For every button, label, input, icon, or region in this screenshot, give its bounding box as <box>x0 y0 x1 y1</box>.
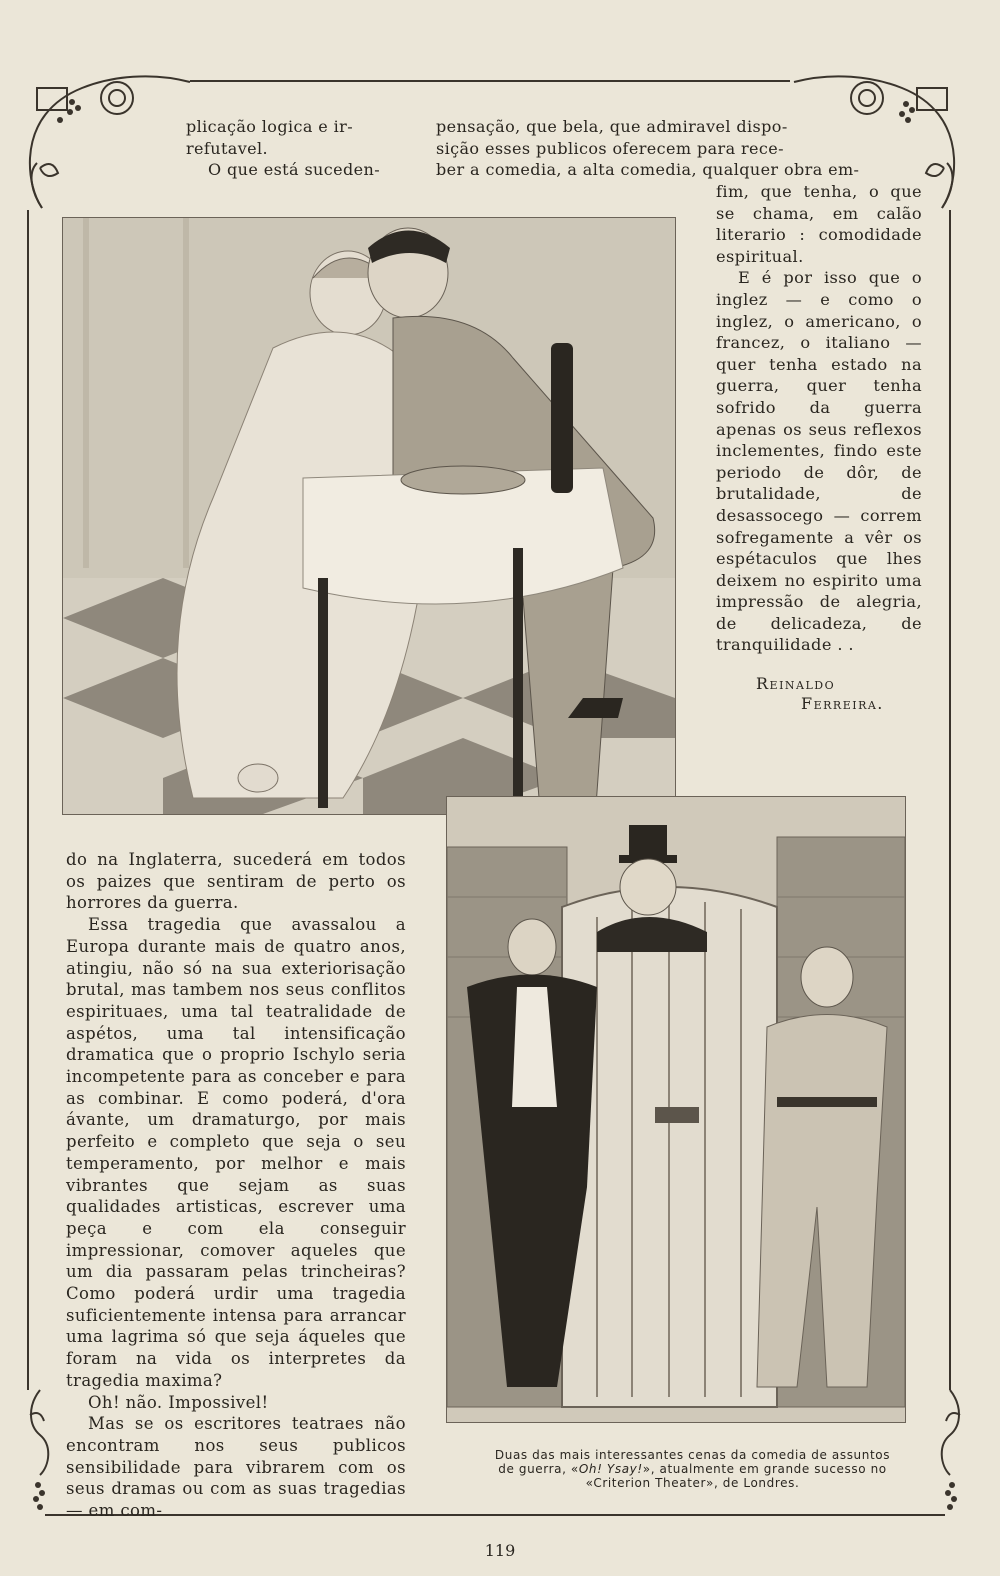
text-line: ber a comedia, a alta comedia, qualquer obra em- <box>436 160 860 179</box>
text-line: O que está suceden- <box>208 160 381 179</box>
left-column-text <box>66 849 406 1522</box>
caption-line-2 <box>455 1462 930 1476</box>
text-line: plicação logica e ir- <box>186 117 354 136</box>
photo-gate-scene-illustration <box>447 797 905 1422</box>
photo-couple-at-table <box>62 217 676 815</box>
right-column-text <box>716 181 922 656</box>
paragraph: Essa tragedia que avassalou a Europa durante mais de quatro anos, atingiu, não só na sua exteriorisação brutal, mas tambem nos seus conflitos espirituaes, uma tal teatralidade de aspétos, uma tal intensificação dramatica que o proprio Ischylo seria incompetente para as conceber e para as combinar. E como poderá, d'ora ávante, um dramaturgo, por mais perfeito e completo que seja o seu temperamento, por melhor e mais vibrantes que sejam as suas qualidades artisticas, escrever uma peça e com ela conseguir impressionar, comover aqueles que um dia passaram pelas trincheiras? Como poderá urdir uma tragedia suficientemente intensa para arrancar uma lagrima só que seja áqueles que foram na vida os interpretes da tragedia maxima? <box>66 915 406 1390</box>
photo-three-men-at-gate <box>446 796 906 1423</box>
bottom-left-corner-ornament-icon <box>20 1385 60 1515</box>
right-border-rule <box>949 210 951 1390</box>
caption-line-3: «Criterion Theater», de Londres. <box>585 1476 800 1490</box>
paragraph: Oh! não. Impossivel! <box>88 1392 269 1412</box>
author-signature-line2: Ferreira. <box>801 694 884 713</box>
photo-caption <box>455 1448 930 1490</box>
caption-text: », atualmente em grande sucesso no <box>642 1462 887 1476</box>
top-left-corner-ornament-icon <box>12 68 202 218</box>
paragraph: Mas se os escritores teatraes não encontram nos seus publicos sensibilidade para vibrarem com os seus dramas ou com as suas tragedias — em com- <box>66 1414 406 1521</box>
paragraph: fim, que tenha, o que se chama, em calão literario : comodidade espiritual. <box>716 182 922 266</box>
paragraph: E é por isso que o inglez — e como o inglez, o americano, o francez, o italiano — quer tenha estado na guerra, quer tenha sofrido da guerra apenas os seus reflexos inclementes, findo este periodo de dôr, de brutalidade, de desassocego — correm sofregamente a vêr os espétaculos que lhes deixem no espirito uma impressão de alegria, de delicadeza, de tranquilidade . . <box>716 268 922 655</box>
paragraph: do na Inglaterra, sucederá em todos os paizes que sentiram de perto os horrores da guerra. <box>66 850 406 913</box>
bottom-right-corner-ornament-icon <box>930 1385 970 1515</box>
author-signature-line1: Reinaldo <box>756 674 836 693</box>
caption-text: de guerra, « <box>498 1462 579 1476</box>
caption-line-1: Duas das mais interessantes cenas da comedia de assuntos <box>494 1448 891 1462</box>
text-line: refutavel. <box>186 138 269 158</box>
top-left-column <box>186 116 400 181</box>
page-number: 119 <box>484 1541 516 1560</box>
text-line: sição esses publicos oferecem para rece- <box>436 138 784 158</box>
top-border-rule <box>190 80 790 82</box>
wooden-gate <box>562 887 777 1407</box>
text-line: pensação, que bela, que admiravel dispo- <box>436 117 788 136</box>
top-right-intro <box>436 116 920 181</box>
play-title: Oh! Ysay! <box>578 1462 643 1476</box>
photo-couple-illustration <box>63 218 675 814</box>
left-border-rule <box>27 210 29 1390</box>
